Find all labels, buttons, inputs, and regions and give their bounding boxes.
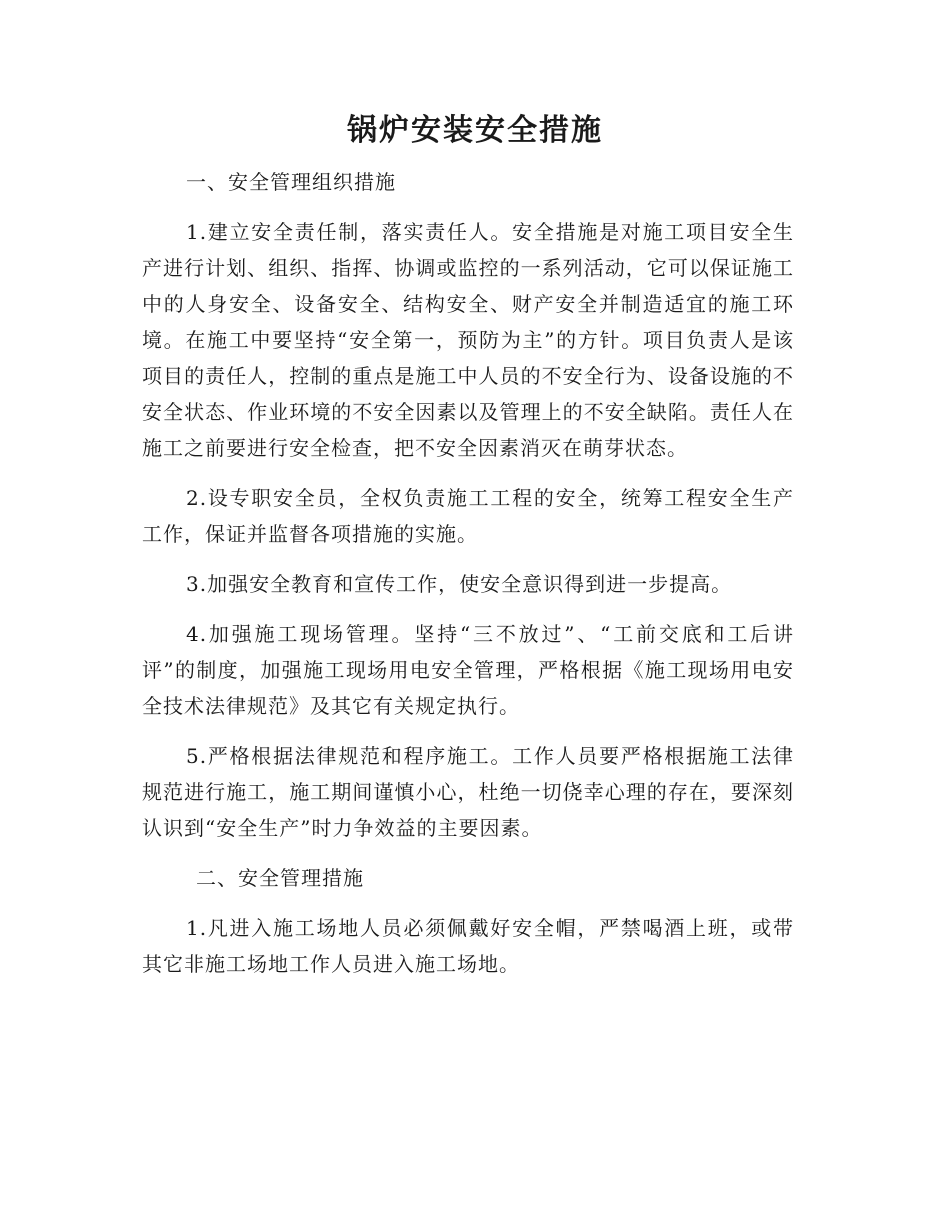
document-title: 锅炉安装安全措施 — [347, 113, 603, 148]
paragraph: 5.严格根据法律规范和程序施工。工作人员要严格根据施工法律规范进行施工，施工期间谨慎小心，杜绝一切侥幸心理的存在，要深刻认识到“安全生产”时力争效益的主要因素。 — [142, 744, 794, 840]
paragraph: 2.设专职安全员，全权负责施工工程的安全，统筹工程安全生产工作，保证并监督各项措施的实施。 — [142, 486, 794, 546]
paragraph: 1.建立安全责任制，落实责任人。安全措施是对施工项目安全生产进行计划、组织、指挥、协调或监控的一系列活动，它可以保证施工中的人身安全、设备安全、结构安全、财产安全并制造适宜的施工环境。在施工中要坚持“安全第一，预防为主”的方针。项目负责人是该项目的责任人，控制的重点是施工中人员的不安全行为、设备设施的不安全状态、作业环境的不安全因素以及管理上的不安全缺陷。责任人在施工之前要进行安全检查，把不安全因素消灭在萌芽状态。 — [142, 220, 794, 460]
section-heading-2: 二、安全管理措施 — [196, 866, 364, 890]
section-heading-1: 一、安全管理组织措施 — [186, 170, 396, 194]
paragraph: 4.加强施工现场管理。坚持“三不放过”、“工前交底和工后讲评”的制度，加强施工现场用电安全管理，严格根据《施工现场用电安全技术法律规范》及其它有关规定执行。 — [142, 622, 794, 718]
paragraph: 1.凡进入施工场地人员必须佩戴好安全帽，严禁喝酒上班，或带其它非施工场地工作人员进入施工场地。 — [142, 916, 794, 976]
paragraph: 3.加强安全教育和宣传工作，使安全意识得到进一步提高。 — [186, 572, 733, 596]
document-body — [142, 164, 794, 996]
